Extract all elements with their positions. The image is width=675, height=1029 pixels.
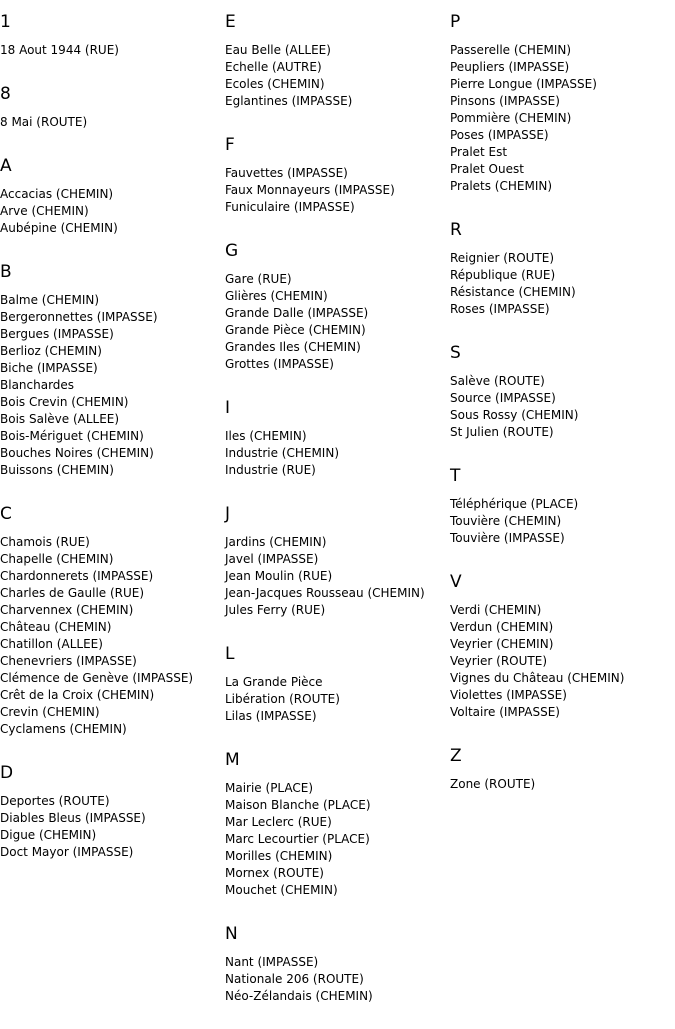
letter-heading: 8 — [0, 84, 11, 104]
street-link[interactable]: Pralet Est — [450, 145, 508, 159]
street-link[interactable]: Iles (CHEMIN) — [225, 429, 307, 443]
street-link[interactable]: Charles de Gaulle (RUE) — [0, 586, 145, 600]
street-list — [450, 373, 675, 441]
street-list — [225, 42, 450, 110]
letter-group — [450, 342, 675, 441]
letter-group — [0, 762, 225, 861]
street-link[interactable]: Poses (IMPASSE) — [450, 128, 549, 142]
letter-group — [450, 571, 675, 721]
letter-heading: D — [0, 763, 14, 783]
street-link[interactable]: Chardonnerets (IMPASSE) — [0, 569, 154, 583]
street-link[interactable]: 18 Aout 1944 (RUE) — [0, 43, 119, 57]
letter-group — [225, 749, 450, 899]
street-link[interactable]: Industrie (CHEMIN) — [225, 446, 340, 460]
street-link[interactable]: Digue (CHEMIN) — [0, 828, 97, 842]
street-link[interactable]: Pinsons (IMPASSE) — [450, 94, 560, 108]
letter-group — [225, 503, 450, 619]
letter-heading: I — [225, 398, 231, 418]
street-link[interactable]: Veyrier (CHEMIN) — [450, 637, 554, 651]
street-link[interactable]: Touvière (IMPASSE) — [450, 531, 565, 545]
street-list — [0, 114, 225, 131]
street-link[interactable]: Vignes du Château (CHEMIN) — [450, 671, 625, 685]
letter-heading: F — [225, 135, 235, 155]
street-link[interactable]: Nant (IMPASSE) — [225, 955, 319, 969]
street-link[interactable]: Industrie (RUE) — [225, 463, 316, 477]
street-link[interactable]: Crevin (CHEMIN) — [0, 705, 100, 719]
street-link[interactable]: Balme (CHEMIN) — [0, 293, 100, 307]
street-link[interactable]: Touvière (CHEMIN) — [450, 514, 562, 528]
street-link[interactable]: Néo-Zélandais (CHEMIN) — [225, 989, 373, 1003]
letter-heading: N — [225, 924, 238, 944]
street-link[interactable]: Crêt de la Croix (CHEMIN) — [0, 688, 155, 702]
street-list — [0, 186, 225, 237]
letter-group — [225, 643, 450, 725]
letter-group — [225, 134, 450, 216]
street-link[interactable]: Mouchet (CHEMIN) — [225, 883, 338, 897]
letter-heading: V — [450, 572, 462, 592]
letter-heading: L — [225, 644, 235, 664]
letter-heading: Z — [450, 746, 462, 766]
street-link[interactable]: Bois Crevin (CHEMIN) — [0, 395, 129, 409]
street-list — [225, 780, 450, 899]
street-link[interactable]: Biche (IMPASSE) — [0, 361, 98, 375]
street-link[interactable]: Chapelle (CHEMIN) — [0, 552, 114, 566]
letter-group — [450, 11, 675, 195]
street-link[interactable]: Clémence de Genève (IMPASSE) — [0, 671, 194, 685]
letter-group — [0, 503, 225, 738]
street-link[interactable]: Passerelle (CHEMIN) — [450, 43, 572, 57]
letter-group — [450, 219, 675, 318]
street-link[interactable]: Grande Pièce (CHEMIN) — [225, 323, 366, 337]
street-list — [0, 534, 225, 738]
letter-heading: E — [225, 12, 236, 32]
street-link[interactable]: Deportes (ROUTE) — [0, 794, 110, 808]
street-link[interactable]: Ecoles (CHEMIN) — [225, 77, 325, 91]
letter-group — [225, 240, 450, 373]
street-link[interactable]: Veyrier (ROUTE) — [450, 654, 548, 668]
street-link[interactable]: Eglantines (IMPASSE) — [225, 94, 353, 108]
street-link[interactable]: Eau Belle (ALLEE) — [225, 43, 331, 57]
index-column — [450, 0, 675, 817]
letter-heading: M — [225, 750, 240, 770]
street-list — [225, 271, 450, 373]
street-link[interactable]: Jean Moulin (RUE) — [225, 569, 333, 583]
street-link[interactable]: Bois-Mériguet (CHEMIN) — [0, 429, 144, 443]
street-link[interactable]: Grottes (IMPASSE) — [225, 357, 334, 371]
street-link[interactable]: Verdi (CHEMIN) — [450, 603, 542, 617]
street-link[interactable]: Grandes Iles (CHEMIN) — [225, 340, 361, 354]
street-link[interactable]: Verdun (CHEMIN) — [450, 620, 554, 634]
street-link[interactable]: Sous Rossy (CHEMIN) — [450, 408, 579, 422]
street-link[interactable]: Zone (ROUTE) — [450, 777, 536, 791]
letter-group — [225, 397, 450, 479]
street-link[interactable]: La Grande Pièce — [225, 675, 323, 689]
letter-heading: P — [450, 12, 461, 32]
street-link[interactable]: Doct Mayor (IMPASSE) — [0, 845, 134, 859]
street-link[interactable]: Cyclamens (CHEMIN) — [0, 722, 127, 736]
street-list — [450, 602, 675, 721]
street-link[interactable]: Fauvettes (IMPASSE) — [225, 166, 348, 180]
street-link[interactable]: Pralet Ouest — [450, 162, 524, 176]
street-link[interactable]: Jules Ferry (RUE) — [225, 603, 326, 617]
street-link[interactable]: Jean-Jacques Rousseau (CHEMIN) — [225, 586, 425, 600]
street-link[interactable]: Gare (RUE) — [225, 272, 292, 286]
street-link[interactable]: Mairie (PLACE) — [225, 781, 314, 795]
street-list — [0, 292, 225, 479]
street-link[interactable]: Nationale 206 (ROUTE) — [225, 972, 364, 986]
street-link[interactable]: Funiculaire (IMPASSE) — [225, 200, 355, 214]
letter-group — [0, 83, 225, 131]
letter-heading: 1 — [0, 12, 11, 32]
street-list — [450, 42, 675, 195]
letter-group — [0, 11, 225, 59]
letter-group — [0, 261, 225, 479]
street-link[interactable]: Maison Blanche (PLACE) — [225, 798, 371, 812]
street-link[interactable]: Source (IMPASSE) — [450, 391, 556, 405]
street-link[interactable]: Bouches Noires (CHEMIN) — [0, 446, 154, 460]
street-link[interactable]: Bois Salève (ALLEE) — [0, 412, 120, 426]
street-link[interactable]: Chenevriers (IMPASSE) — [0, 654, 137, 668]
street-list — [450, 250, 675, 318]
letter-heading: S — [450, 343, 461, 363]
street-list — [450, 496, 675, 547]
street-link[interactable]: Jardins (CHEMIN) — [225, 535, 327, 549]
street-link[interactable]: Arve (CHEMIN) — [0, 204, 89, 218]
street-link[interactable]: Glières (CHEMIN) — [225, 289, 328, 303]
street-link[interactable]: St Julien (ROUTE) — [450, 425, 554, 439]
letter-group — [225, 923, 450, 1005]
street-link[interactable]: Lilas (IMPASSE) — [225, 709, 317, 723]
street-link[interactable]: République (RUE) — [450, 268, 556, 282]
street-link[interactable]: Buissons (CHEMIN) — [0, 463, 114, 477]
letter-heading: B — [0, 262, 12, 282]
street-list — [0, 793, 225, 861]
street-list — [225, 428, 450, 479]
street-link[interactable]: Aubépine (CHEMIN) — [0, 221, 118, 235]
letter-heading: C — [0, 504, 12, 524]
street-link[interactable]: Grande Dalle (IMPASSE) — [225, 306, 369, 320]
street-link[interactable]: Marc Lecourtier (PLACE) — [225, 832, 370, 846]
street-link[interactable]: Bergeronnettes (IMPASSE) — [0, 310, 158, 324]
letter-heading: A — [0, 156, 12, 176]
letter-heading: R — [450, 220, 462, 240]
street-link[interactable]: Chamois (RUE) — [0, 535, 90, 549]
street-link[interactable]: Mornex (ROUTE) — [225, 866, 324, 880]
index-column — [0, 0, 225, 885]
street-link[interactable]: Blanchardes — [0, 378, 75, 392]
letter-heading: J — [225, 504, 231, 524]
street-link[interactable]: Diables Bleus (IMPASSE) — [0, 811, 146, 825]
street-link[interactable]: Roses (IMPASSE) — [450, 302, 550, 316]
letter-group — [0, 155, 225, 237]
street-link[interactable]: Pommière (CHEMIN) — [450, 111, 572, 125]
street-list — [0, 42, 225, 59]
street-link[interactable]: Violettes (IMPASSE) — [450, 688, 567, 702]
street-link[interactable]: Charvennex (CHEMIN) — [0, 603, 134, 617]
letter-group — [225, 11, 450, 110]
street-link[interactable]: Morilles (CHEMIN) — [225, 849, 333, 863]
street-link[interactable]: Château (CHEMIN) — [0, 620, 112, 634]
street-list — [450, 776, 675, 793]
letter-heading: T — [450, 466, 461, 486]
letter-heading: G — [225, 241, 239, 261]
street-list — [225, 674, 450, 725]
street-link[interactable]: Peupliers (IMPASSE) — [450, 60, 570, 74]
street-link[interactable]: Bergues (IMPASSE) — [0, 327, 114, 341]
street-link[interactable]: Mar Leclerc (RUE) — [225, 815, 332, 829]
street-link[interactable]: 8 Mai (ROUTE) — [0, 115, 88, 129]
street-link[interactable]: Salève (ROUTE) — [450, 374, 545, 388]
street-link[interactable]: Reignier (ROUTE) — [450, 251, 555, 265]
street-link[interactable]: Pierre Longue (IMPASSE) — [450, 77, 597, 91]
street-list — [225, 165, 450, 216]
street-link[interactable]: Téléphérique (PLACE) — [450, 497, 579, 511]
street-list — [225, 534, 450, 619]
street-link[interactable]: Pralets (CHEMIN) — [450, 179, 553, 193]
letter-group — [450, 465, 675, 547]
street-link[interactable]: Echelle (AUTRE) — [225, 60, 322, 74]
letter-group — [450, 745, 675, 793]
street-link[interactable]: Faux Monnayeurs (IMPASSE) — [225, 183, 395, 197]
street-link[interactable]: Libération (ROUTE) — [225, 692, 340, 706]
street-link[interactable]: Javel (IMPASSE) — [225, 552, 319, 566]
street-link[interactable]: Résistance (CHEMIN) — [450, 285, 576, 299]
street-list — [225, 954, 450, 1005]
street-link[interactable]: Voltaire (IMPASSE) — [450, 705, 560, 719]
index-column — [225, 0, 450, 1029]
street-link[interactable]: Chatillon (ALLEE) — [0, 637, 103, 651]
street-link[interactable]: Accacias (CHEMIN) — [0, 187, 114, 201]
street-link[interactable]: Berlioz (CHEMIN) — [0, 344, 102, 358]
